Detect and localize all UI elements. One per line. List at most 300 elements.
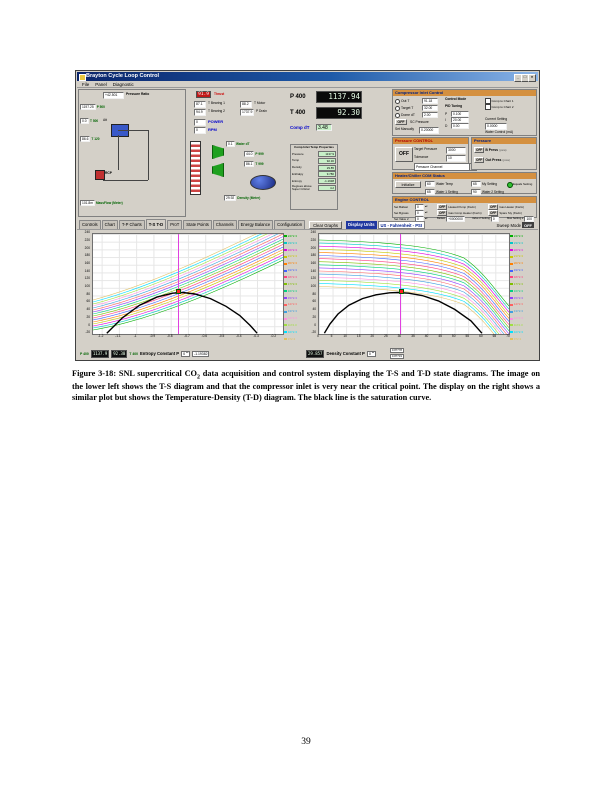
control-mode-target-t[interactable] (395, 105, 438, 111)
legend-color-swatch (510, 324, 513, 326)
legend-entry (510, 301, 534, 308)
control-mode-label: Control Mode (445, 97, 467, 101)
checkbox-comp-to-chart-2[interactable] (485, 104, 514, 110)
field-label: Water 2 Setting (482, 190, 504, 195)
motor-temp-label: T Motor (254, 101, 266, 105)
toggle-label: Heated Pump (Kw/m) (448, 205, 477, 209)
property-value: 9.780 (318, 171, 336, 177)
pipe-line (103, 180, 148, 181)
hc-field-water-2-setting (471, 189, 504, 195)
tab-t-p-charts[interactable]: T-P Charts (119, 220, 145, 229)
y-axis-tick-label: 240 (310, 230, 316, 235)
legend-color-swatch (510, 311, 513, 313)
ts-x-axis (92, 334, 282, 340)
legend-value: 1872.3 (513, 274, 523, 279)
target-pressure-label: Target Pressure (414, 147, 438, 151)
pid-value-field[interactable]: 0.100 (451, 111, 469, 117)
legend-color-swatch (284, 242, 287, 244)
tab-configuration[interactable]: Configuration (274, 220, 305, 229)
property-row-temp (292, 158, 336, 164)
legend-value: 2072.3 (287, 261, 297, 266)
readout-label: T 500 (90, 119, 99, 124)
y-axis-tick-label: 140 (84, 268, 90, 273)
x-axis-tick-label: 25 (384, 334, 388, 338)
tolerance-field[interactable]: 10 (446, 155, 466, 162)
toggle-state-button[interactable]: OFF (476, 158, 483, 162)
legend-entry (510, 254, 534, 261)
radio-button-icon[interactable] (395, 99, 400, 104)
stepper-arrows-icon[interactable]: ▴▾ (425, 210, 428, 214)
tolerance-label: Tolerance (414, 155, 429, 159)
legend-color-swatch (284, 304, 287, 306)
ts-plot-area[interactable] (92, 233, 284, 335)
legend-color-swatch (510, 338, 513, 340)
legend-value: 2272.3 (287, 247, 297, 252)
pipe-line (118, 130, 148, 131)
radio-button-icon[interactable] (395, 113, 400, 118)
setting-label: Valve 2 Setting (472, 217, 490, 221)
legend-color-swatch (510, 283, 513, 285)
pid-label: P (445, 112, 448, 117)
current-setting-field[interactable]: 0.0000 (485, 123, 507, 130)
menu-file[interactable]: File (82, 82, 90, 87)
readout-value: 0.0 (80, 118, 89, 124)
legend-color-swatch (284, 235, 287, 237)
thrust-label: Thrust (214, 92, 225, 96)
y-axis-tick-label: 160 (84, 260, 90, 265)
checkbox-icon[interactable] (485, 104, 491, 110)
aux-readout-2: 0.87719 (391, 353, 402, 358)
legend-value: 2472.3 (287, 233, 297, 238)
stepper-arrows-icon[interactable]: ▴▾ (425, 216, 428, 220)
checkbox-comp-to-chart-1[interactable] (485, 98, 514, 104)
checkbox-icon[interactable] (485, 98, 491, 104)
compressor-inlet-marker (176, 289, 181, 294)
legend-value: 1072.3 (287, 329, 297, 334)
p400-readout: 1137.9 (92, 351, 108, 356)
legend-value: 1572.3 (287, 295, 297, 300)
legend-value: 2472.3 (513, 233, 523, 238)
t400-readout: 92.30 (113, 351, 126, 356)
legend-color-swatch (510, 331, 513, 333)
pid-value-field[interactable]: 20.00 (451, 117, 469, 123)
set-manually-field[interactable]: 0.20000 (419, 127, 439, 134)
setting-value-field[interactable]: 100 (526, 216, 532, 221)
toggle-state-button[interactable]: OFF (439, 205, 446, 209)
readout-label: MassFlow (Meter) (96, 201, 123, 206)
legend-value: 1572.3 (513, 295, 523, 300)
legend-entry (510, 336, 534, 343)
toggle-label: Gas Comp Heater (Kw/m) (448, 211, 482, 215)
legend-value: 1272.3 (287, 316, 297, 321)
comp-dt-label: Comp dT (290, 125, 310, 130)
primary-displays (290, 91, 390, 141)
gauge-readout-p-999 (244, 151, 264, 157)
checkbox-label: Comp to Chart 1 (491, 98, 514, 103)
field-label: My Setting (482, 182, 498, 187)
readout-value: 29.92 (226, 196, 235, 200)
panel-title: Heater/Chiller COM Status (393, 173, 536, 179)
tab-channels[interactable]: Channels (213, 220, 237, 229)
rcp-block (95, 170, 105, 180)
y-axis-tick-label: 60 (312, 299, 316, 304)
density-readout: 29.857 (308, 351, 323, 356)
pipe-line (118, 135, 119, 170)
sc-pressure-off-button[interactable]: OFF (395, 119, 407, 125)
y-axis-tick-label: 180 (84, 253, 90, 258)
y-axis-tick-label: 120 (310, 276, 316, 281)
legend-value: 972.3 (513, 336, 522, 341)
legend-value: 1672.3 (287, 288, 297, 293)
legend-color-swatch (284, 331, 287, 333)
tab-prot[interactable]: ProT (167, 220, 182, 229)
legend-entry (510, 281, 534, 288)
toggle-state-button[interactable]: OFF (439, 211, 446, 215)
density-meter-graphic (250, 175, 276, 190)
window-titlebar[interactable] (77, 72, 538, 81)
control-mode-out-t[interactable] (395, 98, 438, 104)
legend-color-swatch (284, 276, 287, 278)
control-mode-dome-dt[interactable] (395, 112, 438, 118)
x-axis-tick-label: 40 (424, 334, 429, 338)
legend-color-swatch (284, 256, 287, 258)
x-axis-tick-label: 55 (465, 334, 470, 338)
x-axis-tick-label: 35 (411, 334, 415, 338)
tab-controls[interactable]: Controls (79, 220, 101, 229)
rpm-label: RPM (208, 127, 217, 132)
stepper-arrows-icon[interactable]: ▴▾ (425, 204, 428, 208)
readout-label: Density (Meter) (237, 196, 261, 201)
panel-title: Pressure CONTROL (393, 138, 468, 144)
sweep-mode-label: Sweep Mode (496, 222, 521, 228)
stepper-value-field[interactable]: 0 (415, 210, 424, 216)
property-label: Temp (292, 158, 300, 163)
legend-value: 1372.3 (513, 309, 523, 314)
legend-color-swatch (510, 290, 513, 292)
y-axis-tick-label: 220 (84, 237, 90, 242)
y-axis-tick-label: 0 (88, 322, 90, 327)
pid-label: D (445, 124, 448, 129)
tab-t-s-t-d[interactable]: T-S T-D (146, 219, 166, 229)
caption-subscript: 2 (197, 374, 201, 381)
t400-label: T 400 (129, 351, 138, 356)
x-axis-tick-label: -0.2 (270, 334, 277, 338)
mode-value-field[interactable]: 2.00 (422, 112, 438, 118)
y-axis-tick-label: -20 (85, 330, 90, 335)
display-units-value[interactable]: US - Fahrenheit - PSI (378, 221, 425, 229)
field-value[interactable]: 90 (471, 189, 481, 195)
p400-display: 1137.94 (316, 91, 362, 103)
current-setting-label: Current Setting (485, 117, 508, 121)
toggle-label: Gas Heater (Kw/m) (499, 205, 525, 209)
field-label: Water 1 Setting (436, 190, 458, 195)
readout-label: Water dT (236, 142, 250, 147)
legend-color-swatch (510, 276, 513, 278)
legend-value: 1072.3 (513, 329, 523, 334)
y-axis-tick-label: 80 (312, 291, 316, 296)
readout-value: 1197.25 (82, 105, 94, 109)
pressure-ratio-value: +42.501 (103, 92, 124, 99)
pressure-toggle-b-press[interactable] (474, 147, 507, 153)
legend-color-swatch (284, 249, 287, 251)
x-axis-tick-label: -1 (133, 334, 137, 338)
y-axis-tick-label: 200 (310, 245, 316, 250)
caption-text: data acquisition and control system displaying the T-S and T-D state diagrams. The image on the lower left shows the T-S diagram and that the compressor inlet is very near the critical point. The display on the right shows a similar plot but shows the Temperature-Density (T-D) diagram. The black line is the saturation curve. (72, 369, 540, 402)
menu-diagnostic[interactable]: Diagnostic (112, 82, 134, 87)
right-panels (392, 88, 538, 222)
minimize-button[interactable]: _ (514, 74, 522, 82)
legend-value: 1272.3 (513, 316, 523, 321)
legend-value: 1672.3 (513, 288, 523, 293)
panel-title: Pressure (472, 138, 536, 144)
x-axis-tick-label: -0.7 (184, 334, 190, 338)
equals-setting-label: Equals Setting (513, 182, 533, 186)
field-value[interactable]: 60 (425, 181, 435, 187)
app-window (75, 70, 540, 361)
legend-color-swatch (284, 338, 287, 340)
hc-field-water-1-setting (425, 189, 458, 195)
pressure-channel-dropdown[interactable] (414, 163, 477, 171)
y-axis-tick-label: 240 (84, 230, 90, 235)
heater-chiller-panel (392, 172, 537, 194)
tab-chart[interactable]: Chart (102, 220, 118, 229)
legend-color-swatch (510, 297, 513, 299)
legend-value: 1472.3 (287, 302, 297, 307)
legend-entry (510, 260, 534, 267)
vessel-graphic (190, 141, 201, 195)
stepper-label: Set Ballast (394, 205, 408, 210)
y-axis-tick-label: 120 (84, 276, 90, 281)
bearing2-label: T Bearing 2 (208, 109, 225, 113)
comp-dt-value: 3.48 (316, 124, 332, 131)
legend-color-swatch (510, 242, 513, 244)
radio-button-icon[interactable] (395, 106, 400, 111)
toggle-unit: (psia) (502, 158, 510, 162)
ts-cursor-line[interactable] (178, 234, 179, 334)
x-axis-tick-label: -0.4 (236, 334, 242, 338)
ts-curves (93, 234, 283, 334)
diagram-readout-p-500 (80, 104, 105, 110)
pressure-control-off-button[interactable]: OFF (395, 147, 413, 162)
legend-color-swatch (284, 297, 287, 299)
legend-value: 1772.3 (287, 281, 297, 286)
diagram-readout-t-500 (80, 118, 98, 124)
td-plot-area[interactable] (318, 233, 510, 335)
tab-energy-balance[interactable]: Energy Balance (238, 220, 274, 229)
diagram-readout-t-120 (80, 136, 100, 142)
pipe-line (148, 130, 149, 180)
pressure-control-panel (392, 137, 469, 170)
field-value[interactable]: 65 (471, 181, 481, 187)
x-axis-tick-label: -1.1 (115, 334, 121, 338)
x-axis-tick-label: 50 (451, 334, 456, 338)
legend-entry (510, 267, 534, 274)
legend-color-swatch (510, 249, 513, 251)
td-curves (319, 234, 509, 334)
legend-value: 1972.3 (287, 268, 297, 273)
t400-display: 92.30 (316, 107, 362, 119)
mode-value-field[interactable]: 91.18 (422, 98, 438, 104)
legend-color-swatch (284, 324, 287, 326)
figure-caption (72, 369, 540, 404)
setting-label: Max Setting 2 (507, 217, 524, 221)
readout-label: P 999 (255, 152, 264, 157)
stepper-value-field[interactable]: 0 (415, 204, 424, 210)
legend-color-swatch (510, 318, 513, 320)
legend-color-swatch (284, 283, 287, 285)
drain-pressure-value: 1737.9 (242, 110, 253, 114)
legend-color-swatch (284, 263, 287, 265)
legend-value: 1472.3 (513, 302, 523, 307)
legend-value: 1372.3 (287, 309, 297, 314)
p400-label: P 400 (290, 94, 306, 100)
motor-temp-value: 88.2 (240, 101, 252, 108)
t400-label: T 400 (290, 110, 306, 116)
td-cursor-line[interactable] (400, 234, 401, 334)
x-axis-tick-label: -0.6 (201, 334, 208, 338)
x-axis-tick-label: 5 (330, 334, 333, 338)
target-pressure-field[interactable]: 3000 (446, 147, 466, 154)
ts-index-spinner[interactable]: 0 ▴▾ (181, 351, 190, 357)
maximize-button[interactable]: □ (521, 74, 529, 82)
clear-graphs-button[interactable]: Clear Graphs (309, 221, 342, 229)
control-area (77, 88, 538, 222)
property-row-density (292, 165, 336, 171)
panel-title: Engine CONTROL (393, 197, 536, 203)
bottom-strip (77, 349, 538, 359)
legend-value: 2072.3 (513, 261, 523, 266)
aux-readout-1: 0.87778 (391, 348, 402, 353)
legend-value: 2372.3 (513, 240, 523, 245)
turbine-symbol (212, 163, 224, 177)
set-manually-label: Set Manually (395, 127, 415, 131)
pid-value-field[interactable]: 0.00 (451, 123, 469, 129)
readout-label: T 120 (91, 137, 100, 142)
setting-value-field[interactable]: 0 (491, 216, 499, 222)
page-number: 39 (301, 737, 311, 747)
x-axis-tick-label: -0.8 (166, 334, 173, 338)
field-label: Water Temp (436, 182, 454, 187)
mode-value-field[interactable]: 32.00 (422, 105, 438, 111)
sweep-mode-value[interactable]: OFF (524, 222, 532, 228)
legend-entry (510, 247, 534, 254)
y-axis-tick-label: 160 (310, 260, 316, 265)
menu-bar (77, 81, 538, 88)
td-index-spinner[interactable]: 0 ▴▾ (367, 351, 376, 357)
legend-entry (510, 288, 534, 295)
ts-bottom-readouts (80, 349, 209, 358)
gauge-readout-t-999 (244, 161, 264, 167)
initialize-button[interactable]: Initialize (395, 181, 421, 188)
legend-value: 1772.3 (513, 281, 523, 286)
legend-entry (510, 233, 534, 240)
x-axis-tick-label: 65 (492, 334, 497, 338)
stepper-value-field[interactable]: 0 (415, 216, 424, 222)
y-axis-tick-label: 60 (86, 299, 90, 304)
x-axis-tick-label: 30 (397, 334, 402, 338)
charts-area (77, 230, 538, 349)
legend-color-swatch (510, 270, 513, 272)
bearing1-label: T Bearing 1 (208, 101, 225, 105)
td-bottom-readouts (306, 349, 404, 358)
pressure-ratio-label: Pressure Ratio (126, 92, 150, 96)
menu-panel[interactable]: Panel (95, 82, 107, 87)
y-axis-tick-label: 80 (86, 291, 90, 296)
pressure-toggle-out-press[interactable] (474, 157, 510, 163)
y-axis-tick-label: 40 (86, 307, 90, 312)
property-value: 29.85 (318, 165, 336, 171)
readout-value: 0.1 (226, 141, 235, 147)
pid-label: I (445, 118, 446, 123)
legend-value: 1172.3 (513, 322, 523, 327)
legend-color-swatch (510, 263, 513, 265)
property-value: 92.30 (318, 158, 336, 164)
toggle-state-button[interactable]: OFF (476, 148, 483, 152)
stepper-label: Set Bypass (394, 211, 409, 216)
legend-color-swatch (284, 311, 287, 313)
sc-pressure-label: SC Pressure (410, 120, 429, 124)
x-axis-tick-label: 15 (356, 334, 361, 338)
toggle-unit: (psia) (499, 148, 507, 152)
y-axis-tick-label: 200 (84, 245, 90, 250)
x-axis-tick-label: -0.9 (149, 334, 156, 338)
legend-entry (510, 295, 534, 302)
tab-state-points[interactable]: State Points (183, 220, 212, 229)
entropy-readout: -1.19382 (194, 351, 208, 356)
close-button[interactable]: × (528, 74, 536, 82)
rpm-value: 0 (194, 127, 206, 134)
setting-value-field[interactable]: +0000000 (448, 216, 463, 221)
readout-value: 86.1 (246, 162, 253, 166)
legend-value: 1972.3 (513, 268, 523, 273)
diagram-readout-massflow-meter (80, 200, 123, 206)
pressure-channel-value: Pressure Channel (416, 165, 443, 169)
readout-label: P 500 (96, 105, 105, 110)
td-legend (510, 233, 534, 345)
readout-value: 86.6 (82, 137, 89, 141)
y-axis-tick-label: 20 (312, 314, 316, 319)
y-axis-tick-label: 140 (310, 268, 316, 273)
gauge-readout-water-dt (226, 141, 250, 147)
toggle-state-button[interactable]: OFF (490, 211, 497, 215)
field-value[interactable]: 65 (425, 189, 435, 195)
x-axis-tick-label: -0.3 (253, 334, 259, 338)
power-label: POWER (208, 119, 224, 124)
property-value: 4.2 (318, 185, 336, 191)
toggle-state-button[interactable]: OFF (490, 205, 497, 209)
x-axis-tick-label: 45 (438, 334, 442, 338)
tab-strip (79, 219, 305, 229)
aux-readouts (390, 348, 404, 359)
legend-entry (510, 274, 534, 281)
ts-y-axis (79, 230, 91, 335)
ts-chart (79, 231, 303, 348)
property-value: -1.1938 (318, 178, 336, 184)
thrust-gauge: 91.9 (196, 91, 211, 98)
gauge-readout-density-meter (224, 195, 260, 201)
legend-value: 2172.3 (513, 254, 523, 259)
toggle-label: Out Press (485, 158, 502, 162)
property-row-enthalpy (292, 171, 336, 177)
legend-entry (510, 315, 534, 322)
pid-d (445, 123, 469, 129)
engine-control-panel (392, 196, 537, 222)
app-icon (79, 74, 86, 81)
inlet-properties-panel (290, 144, 338, 210)
power-value: 0 (194, 119, 206, 126)
x-axis-tick-label: -1.2 (97, 334, 104, 338)
y-axis-tick-label: 100 (310, 284, 316, 289)
